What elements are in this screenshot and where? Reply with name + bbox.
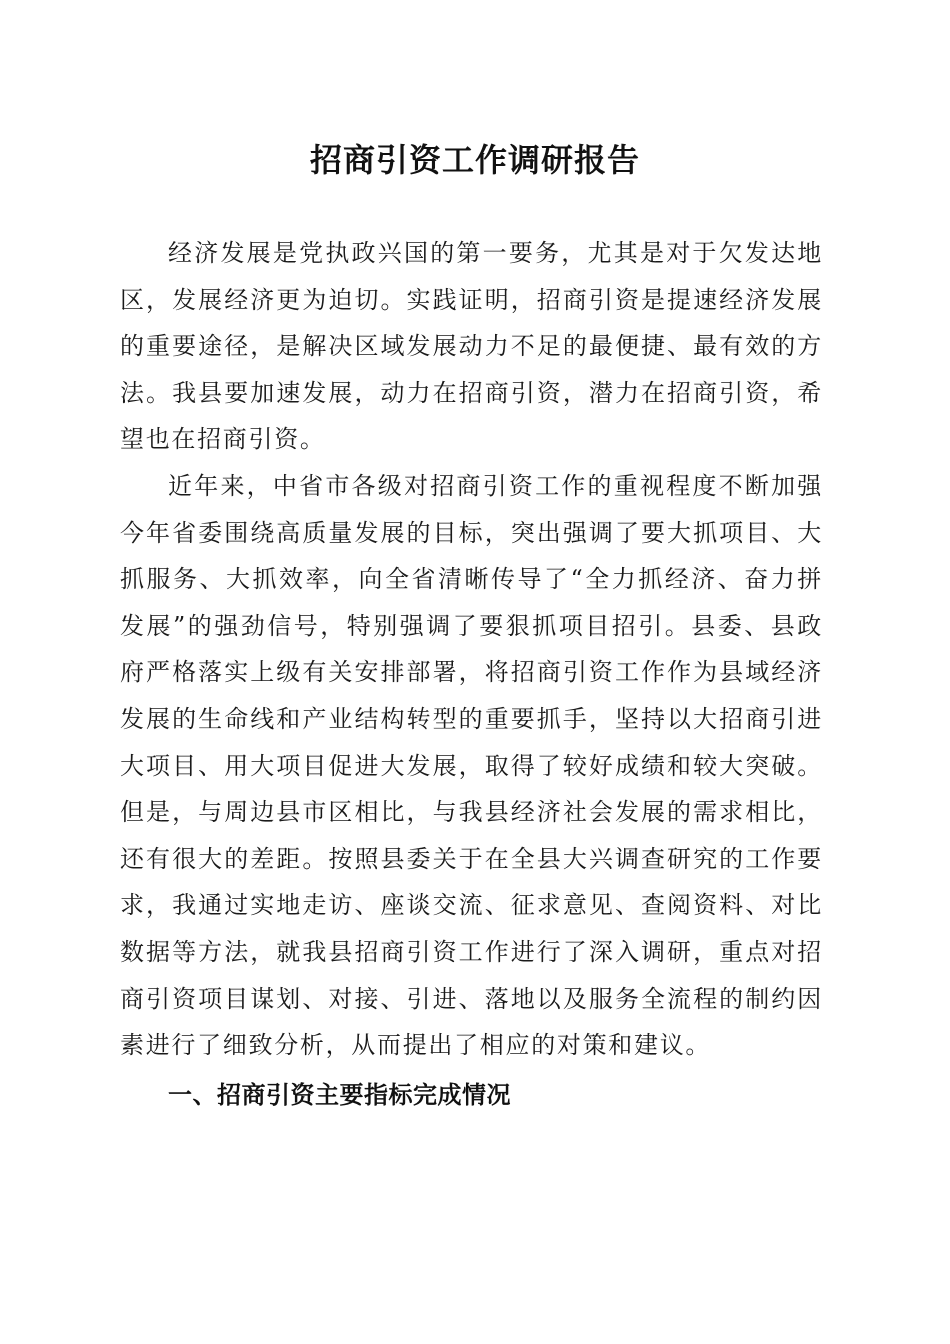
paragraph-intro: 经济发展是党执政兴国的第一要务，尤其是对于欠发达地区，发展经济更为迫切。实践证明，招商引资是提速经济发展的重要途径，是解决区域发展动力不足的最便捷、最有效的方法。我县要加速发展，动力在招商引资，潜力在招商引资，希望也在招商引资。 <box>120 239 823 454</box>
paragraph-background: 近年来，中省市各级对招商引资工作的重视程度不断加强今年省委围绕高质量发展的目标，突出强调了要大抓项目、大抓服务、大抓效率，向全省清晰传导了“全力抓经济、奋力拼发展”的强劲信号，特别强调了要狠抓项目招引。县委、县政府严格落实上级有关安排部署，将招商引资工作作为县域经济发展的生命线和产业结构转型的重要抓手，坚持以大招商引进大项目、用大项目促进大发展，取得了较好成绩和较大突破。但是，与周边县市区相比，与我县经济社会发展的需求相比，还有很大的差距。按照县委关于在全县大兴调查研究的工作要求，我通过实地走访、座谈交流、征求意见、查阅资料、对比数据等方法，就我县招商引资工作进行了深入调研，重点对招商引资项目谋划、对接、引进、落地以及服务全流程的制约因素进行了细致分析，从而提出了相应的对策和建议。 <box>120 471 823 1060</box>
section-heading-1: 一、招商引资主要指标完成情况 <box>168 1080 511 1109</box>
document-title: 招商引资工作调研报告 <box>309 141 640 179</box>
document-body <box>120 230 823 1121</box>
